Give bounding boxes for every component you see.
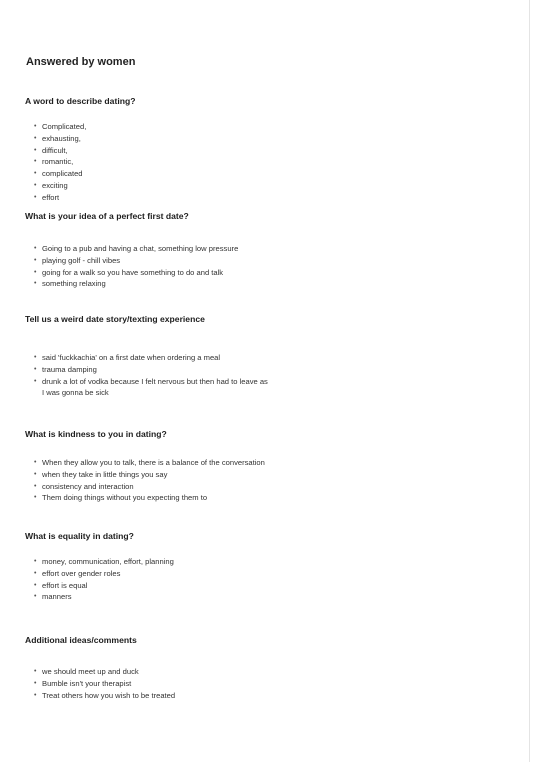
list-item: • exciting (34, 180, 68, 190)
list-item: • effort is equal (34, 580, 88, 590)
bullet-icon: • (34, 593, 37, 601)
bullet-icon: • (34, 482, 37, 490)
bullet-icon: • (34, 280, 37, 288)
bullet-icon: • (34, 365, 37, 373)
answers-list-weird-date-story (34, 352, 270, 399)
page-title: Answered by women (26, 56, 136, 68)
section-heading-weird-date-story: Tell us a weird date story/texting experience (25, 314, 205, 324)
list-item: • we should meet up and duck (34, 667, 139, 676)
bullet-icon: • (34, 146, 37, 154)
section-heading-equality: What is equality in dating? (25, 531, 134, 541)
list-item: • consistency and interaction (34, 481, 134, 491)
bullet-icon: • (34, 377, 37, 385)
bullet-icon: • (34, 181, 37, 189)
bullet-icon: • (34, 245, 37, 252)
list-item: • something relaxing (34, 279, 106, 289)
answers-list-additional-comments (34, 666, 175, 701)
list-item: • playing golf - chill vibes (34, 255, 121, 265)
bullet-icon: • (34, 268, 37, 276)
list-item: • difficult, (34, 145, 68, 155)
answers-list-equality (34, 556, 174, 603)
bullet-icon: • (34, 668, 37, 675)
list-item: • complicated (34, 169, 83, 179)
answers-list-perfect-first-date (34, 243, 238, 290)
list-item: • said 'fuckkachia' on a first date when ordering a meal (34, 353, 221, 362)
list-item: • manners (34, 592, 72, 602)
list-item: • Treat others how you wish to be treated (34, 690, 176, 700)
bullet-icon: • (34, 354, 37, 361)
section-heading-additional-comments: Additional ideas/comments (25, 635, 137, 645)
page-edge-divider (529, 0, 540, 762)
list-item: • exhausting, (34, 133, 81, 143)
list-item: • drunk a lot of vodka because I felt nervous but then had to leave as I was gonna be sick (34, 376, 268, 398)
list-item: • Complicated, (34, 122, 87, 131)
list-item: • trauma damping (34, 364, 97, 374)
answers-list-kindness (34, 457, 265, 504)
section-heading-perfect-first-date: What is your idea of a perfect first date? (25, 211, 189, 221)
list-item: • when they take in little things you say (34, 469, 168, 479)
bullet-icon: • (34, 679, 37, 687)
bullet-icon: • (34, 558, 37, 565)
bullet-icon: • (34, 123, 37, 130)
section-heading-describe-dating: A word to describe dating? (25, 96, 136, 106)
bullet-icon: • (34, 569, 37, 577)
section-heading-kindness: What is kindness to you in dating? (25, 429, 167, 439)
list-item: • Going to a pub and having a chat, something low pressure (34, 244, 239, 253)
bullet-icon: • (34, 459, 37, 466)
list-item: • romantic, (34, 157, 74, 167)
list-item: • effort over gender roles (34, 568, 121, 578)
list-item: • Bumble isn't your therapist (34, 678, 132, 688)
list-item: • When they allow you to talk, there is a balance of the conversation (34, 458, 265, 467)
bullet-icon: • (34, 134, 37, 142)
bullet-icon: • (34, 193, 37, 201)
list-item: • effort (34, 192, 60, 202)
bullet-icon: • (34, 581, 37, 589)
bullet-icon: • (34, 691, 37, 699)
list-item: • going for a walk so you have something to do and talk (34, 267, 224, 277)
bullet-icon: • (34, 494, 37, 502)
bullet-icon: • (34, 170, 37, 178)
list-item: • money, communication, effort, planning (34, 557, 174, 566)
bullet-icon: • (34, 256, 37, 264)
bullet-icon: • (34, 158, 37, 166)
bullet-icon: • (34, 470, 37, 478)
list-item: • Them doing things without you expecting them to (34, 493, 208, 503)
answers-list-describe-dating (34, 121, 86, 204)
